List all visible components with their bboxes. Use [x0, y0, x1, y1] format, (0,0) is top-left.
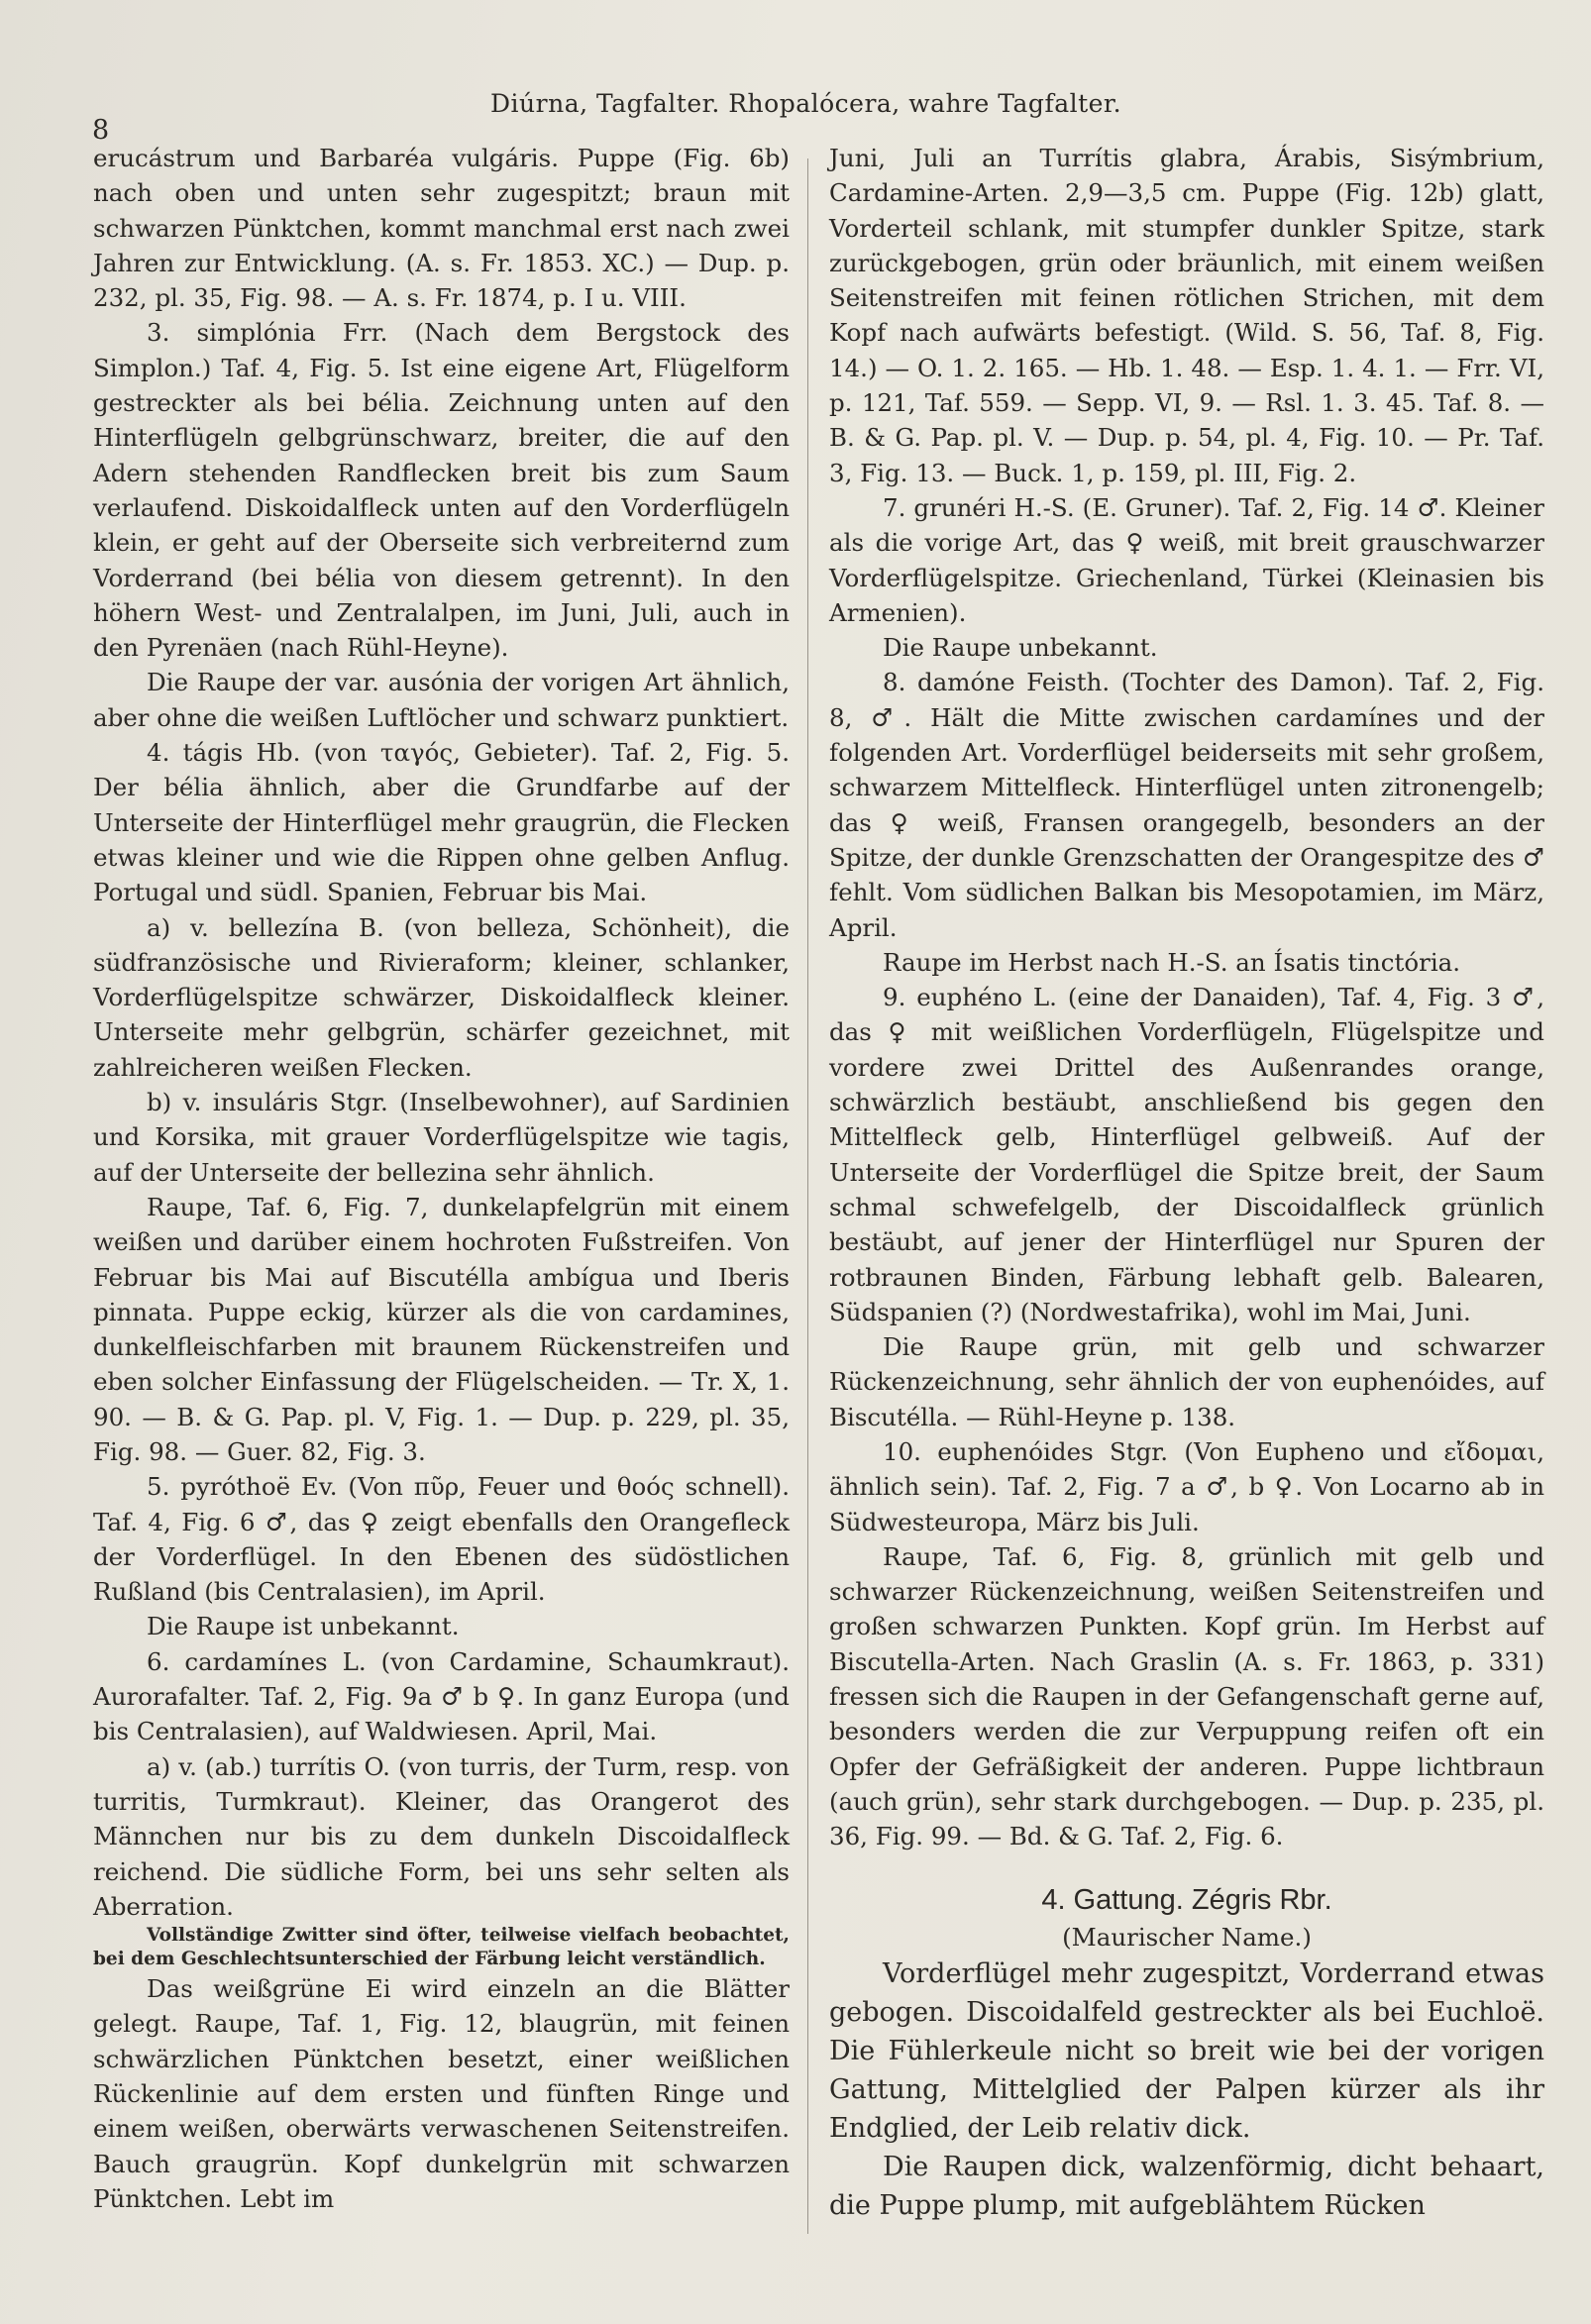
- species-entry-cardamines: 6. cardamínes L. (von Cardamine, Schaumkraut). Aurorafalter. Taf. 2, Fig. 9a ♂ b ♀. In ganz Europa (und bis Centralasien), auf Waldwiesen. April, Mai.: [93, 1646, 790, 1746]
- page-number: 8: [92, 115, 110, 146]
- paragraph: Die Raupe unbekannt.: [883, 633, 1158, 663]
- genus-heading: 4. Gattung. Zégris Rbr.: [1041, 1883, 1332, 1916]
- paragraph: Raupe im Herbst nach H.-S. an Ísatis tinctória.: [883, 947, 1461, 977]
- genus-subtitle: (Maurischer Name.): [1062, 1922, 1312, 1952]
- species-entry-tagis: 4. tágis Hb. (von ταγός, Gebieter). Taf. 2, Fig. 5. Der bélia ähnlich, aber die Grundfarbe auf der Unterseite der Hinterflügel mehr graugrün, die Flecken etwas kleiner und wie die Rippen ohne gelben Anflug. Portugal und südl. Spanien, Februar bis Mai.: [93, 738, 790, 907]
- paragraph: Die Raupe der var. ausónia der vorigen Art ähnlich, aber ohne die weißen Luftlöcher und schwarz punktiert.: [93, 668, 790, 732]
- species-entry-pyrothoe: 5. pyróthoë Ev. (Von πῦρ, Feuer und θοός schnell). Taf. 4, Fig. 6 ♂, das ♀ zeigt ebenfalls den Orangefleck der Vorderflügel. In den Ebenen des südöstlichen Rußland (bis Centralasien), im April.: [93, 1472, 790, 1607]
- variety-entry: a) v. bellezína B. (von belleza, Schönheit), die südfranzösische und Rivieraform; kleiner, schlanker, Vorderflügelspitze schwärzer, Diskoidalfleck kleiner. Unterseite mehr gelbgrün, schärfer gezeichnet, mit zahlreicheren weißen Flecken.: [93, 912, 790, 1082]
- paragraph: Raupe, Taf. 6, Fig. 8, grünlich mit gelb und schwarzer Rückenzeichnung, weißen Seitenstreifen und großen schwarzen Punkten. Kopf grün. Im Herbst auf Biscutella-Arten. Nach Graslin (A. s. Fr. 1863, p. 331) fressen sich die Raupen in der Gefangenschaft gerne auf, besonders werden die zur Verpuppung reifen oft ein Opfer der Gefräßigkeit der anderen. Puppe lichtbraun (auch grün), sehr stark durchgebogen. — Dup. p. 235, pl. 36, Fig. 99. — Bd. & G. Taf. 2, Fig. 6.: [829, 1541, 1544, 1851]
- species-entry-simplonia: 3. simplónia Frr. (Nach dem Bergstock des Simplon.) Taf. 4, Fig. 5. Ist eine eigene Art, Flügelform gestreckter als bei bélia. Zeichnung unten auf den Hinterflügeln gelbgrünschwarz, breiter, die auf den Adern stehenden Randflecken breit bis zum Saum verlaufend. Diskoidalfleck unten auf den Vorderflügeln klein, er geht auf der Oberseite sich verbreiternd zum Vorderrand (bei bélia von diesem getrennt). In den höhern West- und Zentralalpen, im Juni, Juli, auch in den Pyrenäen (nach Rühl-Heyne).: [93, 318, 790, 663]
- small-print-note: Vollständige Zwitter sind öfter, teilweise vielfach beobachtet, bei dem Geschlechtsunterschied der Färbung leicht verständlich.: [93, 1925, 790, 1970]
- species-entry-damone: 8. damóne Feisth. (Tochter des Damon). Taf. 2, Fig. 8, ♂. Hält die Mitte zwischen cardamínes und der folgenden Art. Vorderflügel beiderseits mit sehr großem, schwarzem Mittelfleck. Hinterflügel unten zitronengelb; das ♀ weiß, Fransen orangegelb, besonders an der Spitze, der dunkle Grenzschatten der Orangespitze des ♂ fehlt. Vom südlichen Balkan bis Mesopotamien, im März, April.: [829, 668, 1544, 942]
- paragraph: Juni, Juli an Turrítis glabra, Árabis, Sisýmbrium, Cardamine-Arten. 2,9—3,5 cm. Puppe (Fig. 12b) glatt, Vorderteil schlank, mit stumpfer dunkler Spitze, stark zurückgebogen, grün oder bräunlich, mit einem weißen Seitenstreifen mit feinen rötlichen Strichen, mit dem Kopf nach aufwärts befestigt. (Wild. S. 56, Taf. 8, Fig. 14.) — O. 1. 2. 165. — Hb. 1. 48. — Esp. 1. 4. 1. — Frr. VI, p. 121, Taf. 559. — Sepp. VI, 9. — Rsl. 1. 3. 45. Taf. 8. — B. & G. Pap. pl. V. — Dup. p. 54, pl. 4, Fig. 10. — Pr. Taf. 3, Fig. 13. — Buck. 1, p. 159, pl. III, Fig. 2.: [829, 144, 1544, 487]
- left-column: [93, 141, 790, 2216]
- variety-entry: a) v. (ab.) turrítis O. (von turris, der Turm, resp. von turritis, Turmkraut). Kleiner, das Orangerot des Männchen nur bis zu dem dunkeln Discoidalfleck reichend. Die südliche Form, bei uns sehr selten als Aberration.: [93, 1751, 790, 1921]
- paragraph: Das weißgrüne Ei wird einzeln an die Blätter gelegt. Raupe, Taf. 1, Fig. 12, blaugrün, mit feinen schwärzlichen Pünktchen besetzt, einer weißlichen Rückenlinie auf dem ersten und fünften Ringe und einem weißen, oberwärts verwaschenen Seitenstreifen. Bauch graugrün. Kopf dunkelgrün mit schwarzen Pünktchen. Lebt im: [93, 1974, 790, 2213]
- paragraph: Raupe, Taf. 6, Fig. 7, dunkelapfelgrün mit einem weißen und darüber einem hochroten Fußstreifen. Von Februar bis Mai auf Biscutélla ambígua und Iberis pinnata. Puppe eckig, kürzer als die von cardamines, dunkelfleischfarben mit braunem Rückenstreifen und eben solcher Einfassung der Flügelscheiden. — Tr. X, 1. 90. — B. & G. Pap. pl. V, Fig. 1. — Dup. p. 229, pl. 35, Fig. 98. — Guer. 82, Fig. 3.: [93, 1192, 790, 1466]
- species-entry-euphenoides: 10. euphenóides Stgr. (Von Eupheno und εἴδομαι, ähnlich sein). Taf. 2, Fig. 7 a ♂, b ♀. Von Locarno ab in Südwesteuropa, März bis Juli.: [829, 1436, 1544, 1536]
- genus-description: Vorderflügel mehr zugespitzt, Vorderrand etwas gebogen. Discoidalfeld gestreckter als bei Euchloë. Die Fühlerkeule nicht so breit wie bei der vorigen Gattung, Mittelglied der Palpen kürzer als ihr Endglied, der Leib relativ dick.: [829, 1957, 1544, 2144]
- right-column: [829, 141, 1544, 2225]
- genus-description: Die Raupen dick, walzenförmig, dicht behaart, die Puppe plump, mit aufgeblähtem Rücken: [829, 2151, 1544, 2221]
- species-entry-eupheno: 9. euphéno L. (eine der Danaiden), Taf. 4, Fig. 3 ♂, das ♀ mit weißlichen Vorderflügeln, Flügelspitze und vordere zwei Drittel des Außenrandes orange, schwärzlich bestäubt, anschließend bis gegen den Mittelfleck gelb, Hinterflügel gelbweiß. Auf der Unterseite der Vorderflügel die Spitze breit, der Saum schmal schwefelgelb, der Discoidalfleck grünlich bestäubt, auf jener der Hinterflügel nur Spuren der rotbraunen Binden, Färbung lebhaft gelb. Balearen, Südspanien (?) (Nordwestafrika), wohl im Mai, Juni.: [829, 983, 1544, 1326]
- column-divider: [807, 158, 808, 2234]
- running-head: Diúrna, Tagfalter. Rhopalócera, wahre Tagfalter.: [490, 89, 1122, 118]
- variety-entry: b) v. insuláris Stgr. (Inselbewohner), auf Sardinien und Korsika, mit grauer Vorderflügelspitze wie tagis, auf der Unterseite der bellezina sehr ähnlich.: [93, 1088, 790, 1187]
- species-entry-gruneri: 7. grunéri H.-S. (E. Gruner). Taf. 2, Fig. 14 ♂. Kleiner als die vorige Art, das ♀ weiß, mit breit grauschwarzer Vorderflügelspitze. Griechenland, Türkei (Kleinasien bis Armenien).: [829, 492, 1544, 627]
- paragraph: erucástrum und Barbaréa vulgáris. Puppe (Fig. 6b) nach oben und unten sehr zugespitzt; braun mit schwarzen Pünktchen, kommt manchmal erst nach zwei Jahren zur Entwicklung. (A. s. Fr. 1853. XC.) — Dup. p. 232, pl. 35, Fig. 98. — A. s. Fr. 1874, p. I u. VIII.: [93, 144, 790, 313]
- paragraph: Die Raupe ist unbekannt.: [147, 1612, 460, 1641]
- paragraph: Die Raupe grün, mit gelb und schwarzer Rückenzeichnung, sehr ähnlich der von euphenóides, auf Biscutélla. — Rühl-Heyne p. 138.: [829, 1332, 1544, 1431]
